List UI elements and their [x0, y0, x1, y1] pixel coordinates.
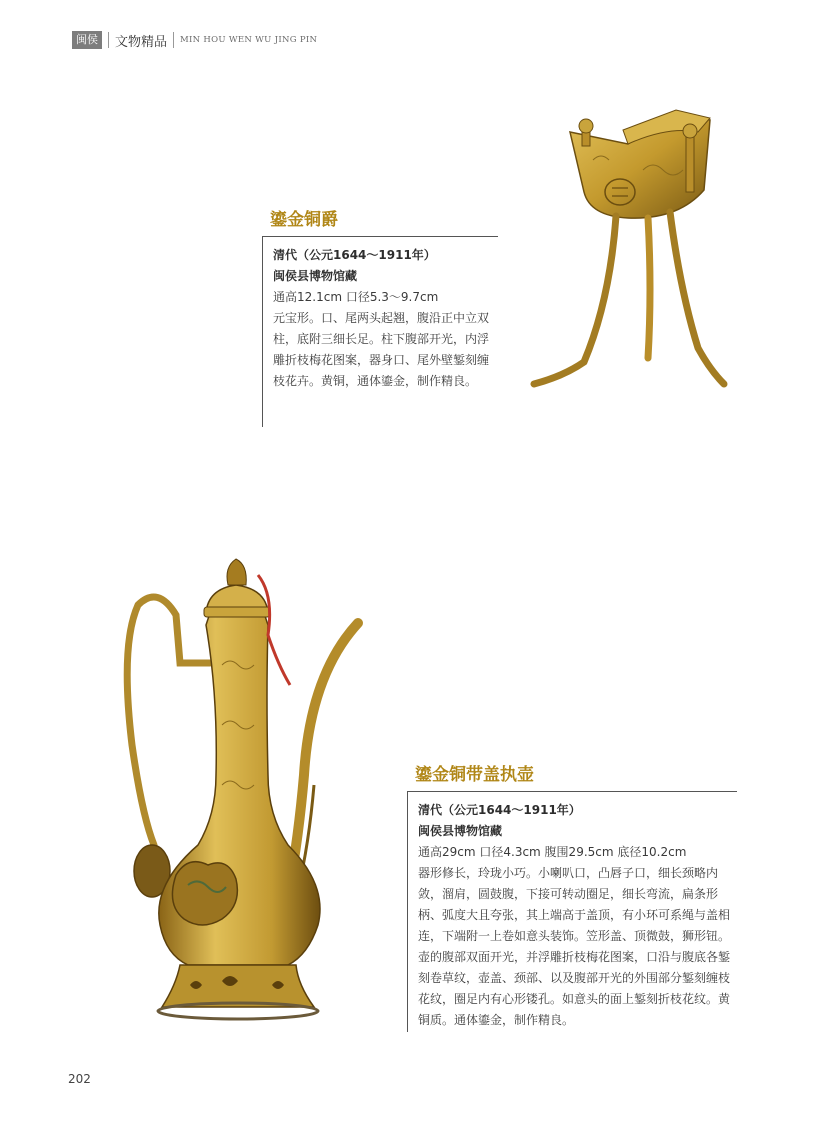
description-line: 刻卷草纹，壶盖、颈部、以及腹部开光的外围部分錾刻缠枝 [418, 971, 731, 985]
header-box-label: 闽侯 [72, 31, 102, 49]
description-line: 铜质。通体鎏金，制作精良。 [418, 1013, 575, 1027]
description-line: 敛，溜肩，圆鼓腹，下接可转动圈足，细长弯流，扁条形 [418, 887, 719, 901]
artifact-period: 清代（公元1644～1911年） [418, 803, 581, 817]
page-number: 202 [68, 1072, 91, 1086]
artifact-dimensions: 通高12.1cm 口径5.3～9.7cm [273, 290, 439, 304]
description-line: 柄、弧度大且夸张，其上端高于盖顶，有小环可系绳与盖相 [418, 908, 731, 922]
description-line: 枝花卉。黄铜，通体鎏金，制作精良。 [273, 374, 478, 388]
artifact-title: 鎏金铜带盖执壶 [415, 765, 534, 785]
section-title: 文物精品 [115, 34, 168, 50]
artifact-entry [262, 205, 498, 427]
artifact-collection: 闽侯县博物馆藏 [418, 824, 503, 838]
artifact-body [407, 792, 737, 1032]
artifact-entry [407, 760, 737, 1032]
header-divider [173, 32, 174, 48]
description-line: 花纹，圈足内有心形镂孔。如意头的面上錾刻折枝花纹。黄 [418, 992, 731, 1006]
gilt-bronze-ewer-image [118, 545, 368, 1025]
description-line: 雕折枝梅花图案，器身口、尾外壁錾刻缠 [273, 353, 490, 367]
description-line: 柱，底附三细长足。柱下腹部开光，内浮 [273, 332, 490, 346]
description-line: 壶的腹部双面开光，并浮雕折枝梅花图案，口沿与腹底各錾 [418, 950, 731, 964]
description-line: 连，下端附一上卷如意头装饰。笠形盖、顶微鼓，狮形钮。 [418, 929, 731, 943]
description-line: 元宝形。口、尾两头起翘，腹沿正中立双 [273, 311, 490, 325]
artifact-body [262, 237, 498, 427]
running-header [72, 30, 317, 50]
header-divider [108, 32, 109, 48]
artifact-dimensions: 通高29cm 口径4.3cm 腹围29.5cm 底径10.2cm [418, 845, 687, 859]
description-line: 器形修长，玲珑小巧。小喇叭口，凸唇子口，细长颈略内 [418, 866, 719, 880]
artifact-title: 鎏金铜爵 [270, 210, 338, 230]
section-pinyin: MIN HOU WEN WU JING PIN [180, 35, 318, 45]
gilt-bronze-jue-image [528, 100, 738, 395]
artifact-period: 清代（公元1644～1911年） [273, 248, 436, 262]
artifact-collection: 闽侯县博物馆藏 [273, 269, 358, 283]
